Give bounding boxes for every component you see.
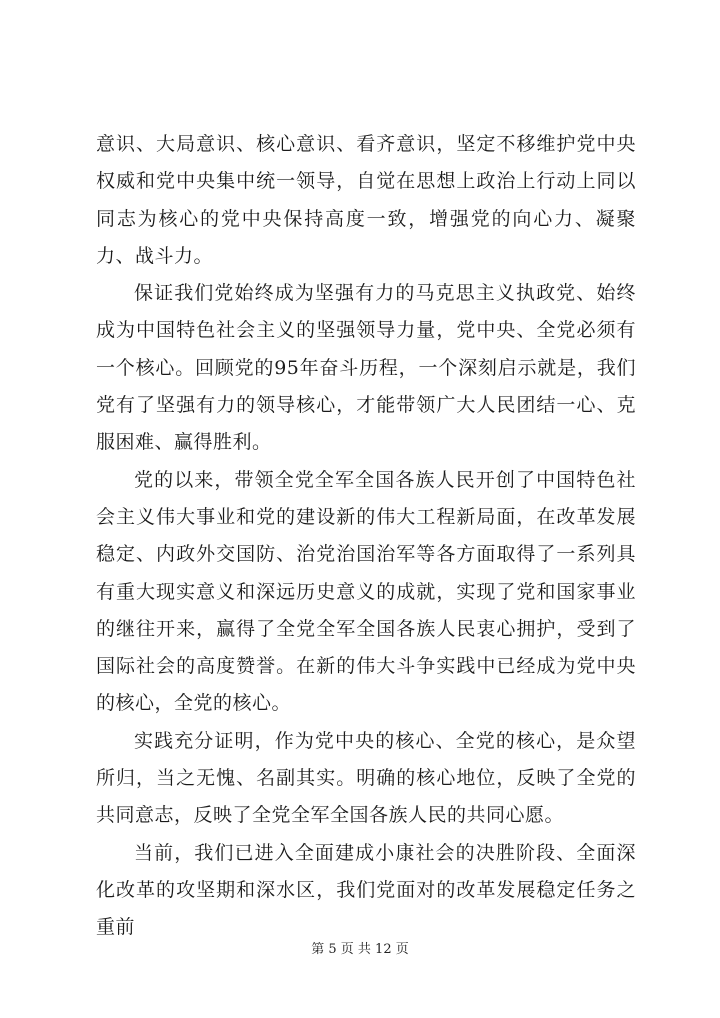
document-body (96, 126, 636, 947)
page-number-footer: 第 5 页 共 12 页 (311, 942, 409, 957)
paragraph-4: 实践充分证明，作为党中央的核心、全党的核心，是众望所归，当之无愧、名副其实。明确的核心地位，反映了全党的共同意志，反映了全党全军全国各族人民的共同心愿。 (96, 729, 636, 827)
paragraph-3: 党的以来，带领全党全军全国各族人民开创了中国特色社会主义伟大事业和党的建设新的伟大工程新局面，在改革发展稳定、内政外交国防、治党治国治军等各方面取得了一系列具有重大现实意义和深远历史意义的成就，实现了党和国家事业的继往开来，赢得了全党全军全国各族人民衷心拥护，受到了国际社会的高度赞誉。在新的伟大斗争实践中已经成为党中央的核心，全党的核心。 (96, 468, 636, 715)
paragraph-1: 意识、大局意识、核心意识、看齐意识，坚定不移维护党中央权威和党中央集中统一领导，自觉在思想上政治上行动上同以同志为核心的党中央保持高度一致，增强党的向心力、凝聚力、战斗力。 (96, 133, 636, 267)
paragraph-2: 保证我们党始终成为坚强有力的马克思主义执政党、始终成为中国特色社会主义的坚强领导力量，党中央、全党必须有一个核心。回顾党的95年奋斗历程，一个深刻启示就是，我们党有了坚强有力的领导核心，才能带领广大人民团结一心、克服困难、赢得胜利。 (96, 282, 636, 454)
paragraph-5: 当前，我们已进入全面建成小康社会的决胜阶段、全面深化改革的攻坚期和深水区，我们党面对的改革发展稳定任务之重前 (96, 841, 636, 939)
